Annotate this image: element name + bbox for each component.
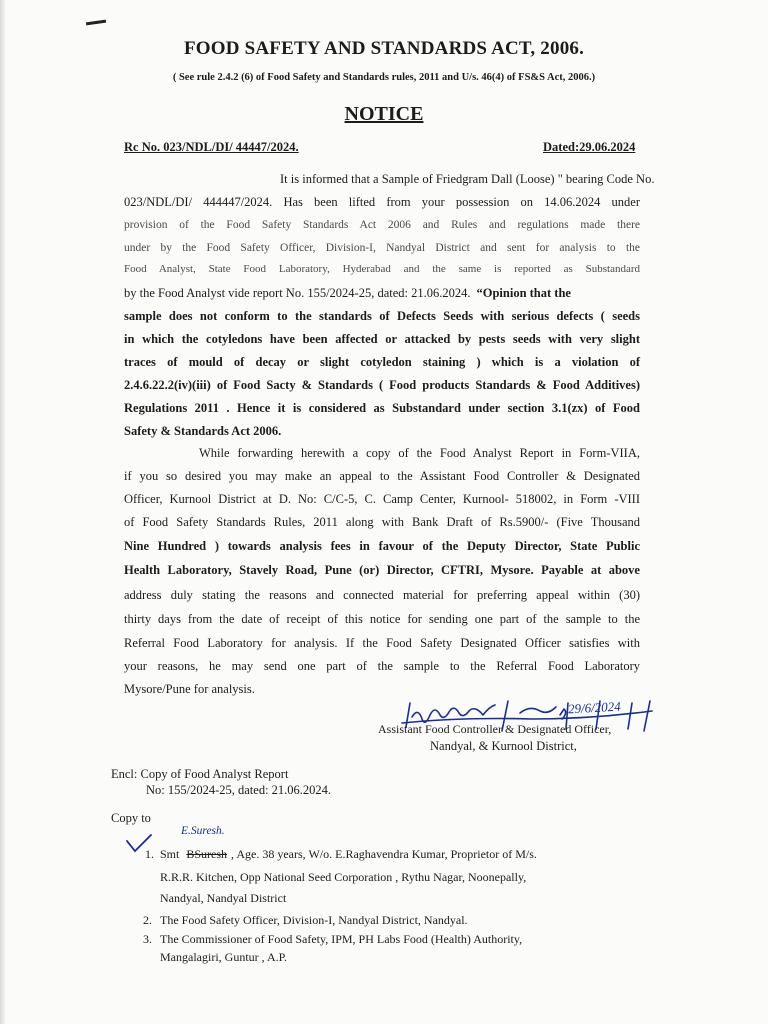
body-line: Nine Hundred ) towards analysis fees in favour of the Deputy Director, State Public (124, 539, 640, 553)
signatory-title: Assistant Food Controller & Designated Officer, (378, 722, 612, 736)
opinion-line: sample does not conform to the standards of Defects Seeds with serious defects ( seeds (124, 309, 640, 323)
body-line: It is informed that a Sample of Friedgram Dall (Loose) " bearing Code No. (280, 172, 655, 186)
opinion-start: “Opinion that the (476, 286, 571, 300)
reference-number: Rc No. 023/NDL/DI/ 44447/2024. (124, 140, 299, 154)
body-line-part: by the Food Analyst vide report No. 155/2024-25, dated: 21.06.2024. (124, 286, 471, 300)
body-line: provision of the Food Safety Standards Act 2006 and Rules and regulations made there (124, 219, 640, 231)
signature-date: 29/6/2024 (567, 698, 622, 717)
body-line: Mysore/Pune for analysis. (124, 682, 255, 696)
body-line: address duly stating the reasons and connected material for preferring appeal within (30) (124, 588, 640, 602)
opinion-line: in which the cotyledons have been affected or attacked by pests seeds with very slight (124, 332, 640, 346)
opinion-line: Safety & Standards Act 2006. (124, 424, 282, 438)
body-line: your reasons, he may send one part of the sample to the Referral Food Laboratory (124, 659, 640, 673)
body-line: Health Laboratory, Stavely Road, Pune (or) Director, CFTRI, Mysore. Payable at above (124, 563, 640, 577)
copy-item-number: 2. (143, 913, 152, 927)
enclosure-line: Encl: Copy of Food Analyst Report (111, 767, 289, 781)
rule-reference: ( See rule 2.4.2 (6) of Food Safety and Standards rules, 2011 and U/s. 46(4) of FS&S Act, 2006.) (172, 72, 596, 83)
body-line: While forwarding herewith a copy of the Food Analyst Report in Form-VIIA, (199, 446, 640, 460)
copy-item-line: R.R.R. Kitchen, Opp National Seed Corporation , Rythu Nagar, Noonepally, (160, 870, 527, 884)
struck-name: BSuresh (186, 847, 228, 861)
copy-item-line: Mangalagiri, Guntur , A.P. (160, 950, 287, 964)
copy-item-line (160, 847, 537, 862)
scan-edge-shadow (0, 0, 6, 1024)
opinion-line: traces of mould of decay or slight cotyledon staining ) which is a violation of (124, 355, 640, 369)
body-line: Officer, Kurnool District at D. No: C/C-5, C. Camp Center, Kurnool- 518002, in Form -VIII (124, 492, 640, 506)
copy-item-line: The Commissioner of Food Safety, IPM, PH Labs Food (Health) Authority, (160, 932, 523, 946)
opinion-line: 2.4.6.22.2(iv)(iii) of Food Sacty & Standards ( Food products Standards & Food Additives) (124, 378, 640, 392)
copy-to-label: Copy to (111, 811, 151, 825)
body-line: Referral Food Laboratory for analysis. If the Food Safety Designated Officer satisfies with (124, 636, 640, 650)
copy-item-number: 1. (145, 847, 154, 861)
honorific: Smt (160, 847, 180, 861)
body-line: 023/NDL/DI/ 444447/2024. Has been lifted from your possession on 14.06.2024 under (124, 195, 640, 209)
opinion-line: Regulations 2011 . Hence it is considered as Substandard under section 3.1(zx) of Food (124, 401, 640, 415)
signatory-place: Nandyal, & Kurnool District, (430, 739, 577, 753)
notice-date: Dated:29.06.2024 (543, 140, 636, 154)
act-title: FOOD SAFETY AND STANDARDS ACT, 2006. (183, 38, 585, 59)
copy-item-number: 3. (143, 932, 152, 946)
body-line: thirty days from the date of receipt of this notice for sending one part of the sample to the (124, 612, 640, 626)
notice-heading: NOTICE (344, 103, 424, 125)
copy-item-line: The Food Safety Officer, Division-I, Nandyal District, Nandyal. (160, 913, 468, 927)
handwritten-recipient-name: E.Suresh. (181, 825, 225, 837)
body-line: under by the Food Safety Officer, Division-I, Nandyal District and sent for analysis to the (124, 242, 640, 254)
body-line: of Food Safety Standards Rules, 2011 along with Bank Draft of Rs.5900/- (Five Thousand (124, 515, 640, 529)
body-line (124, 286, 640, 301)
body-line: if you so desired you may make an appeal to the Assistant Food Controller & Designated (124, 469, 640, 483)
copy-item-line: Nandyal, Nandyal District (160, 891, 287, 905)
recipient-details: , Age. 38 years, W/o. E.Raghavendra Kumar, Proprietor of M/s. (231, 847, 537, 861)
enclosure-report: No: 155/2024-25, dated: 21.06.2024. (146, 783, 332, 797)
pen-mark (86, 20, 106, 26)
body-line: Food Analyst, State Food Laboratory, Hyderabad and the same is reported as Substandard (124, 263, 640, 275)
